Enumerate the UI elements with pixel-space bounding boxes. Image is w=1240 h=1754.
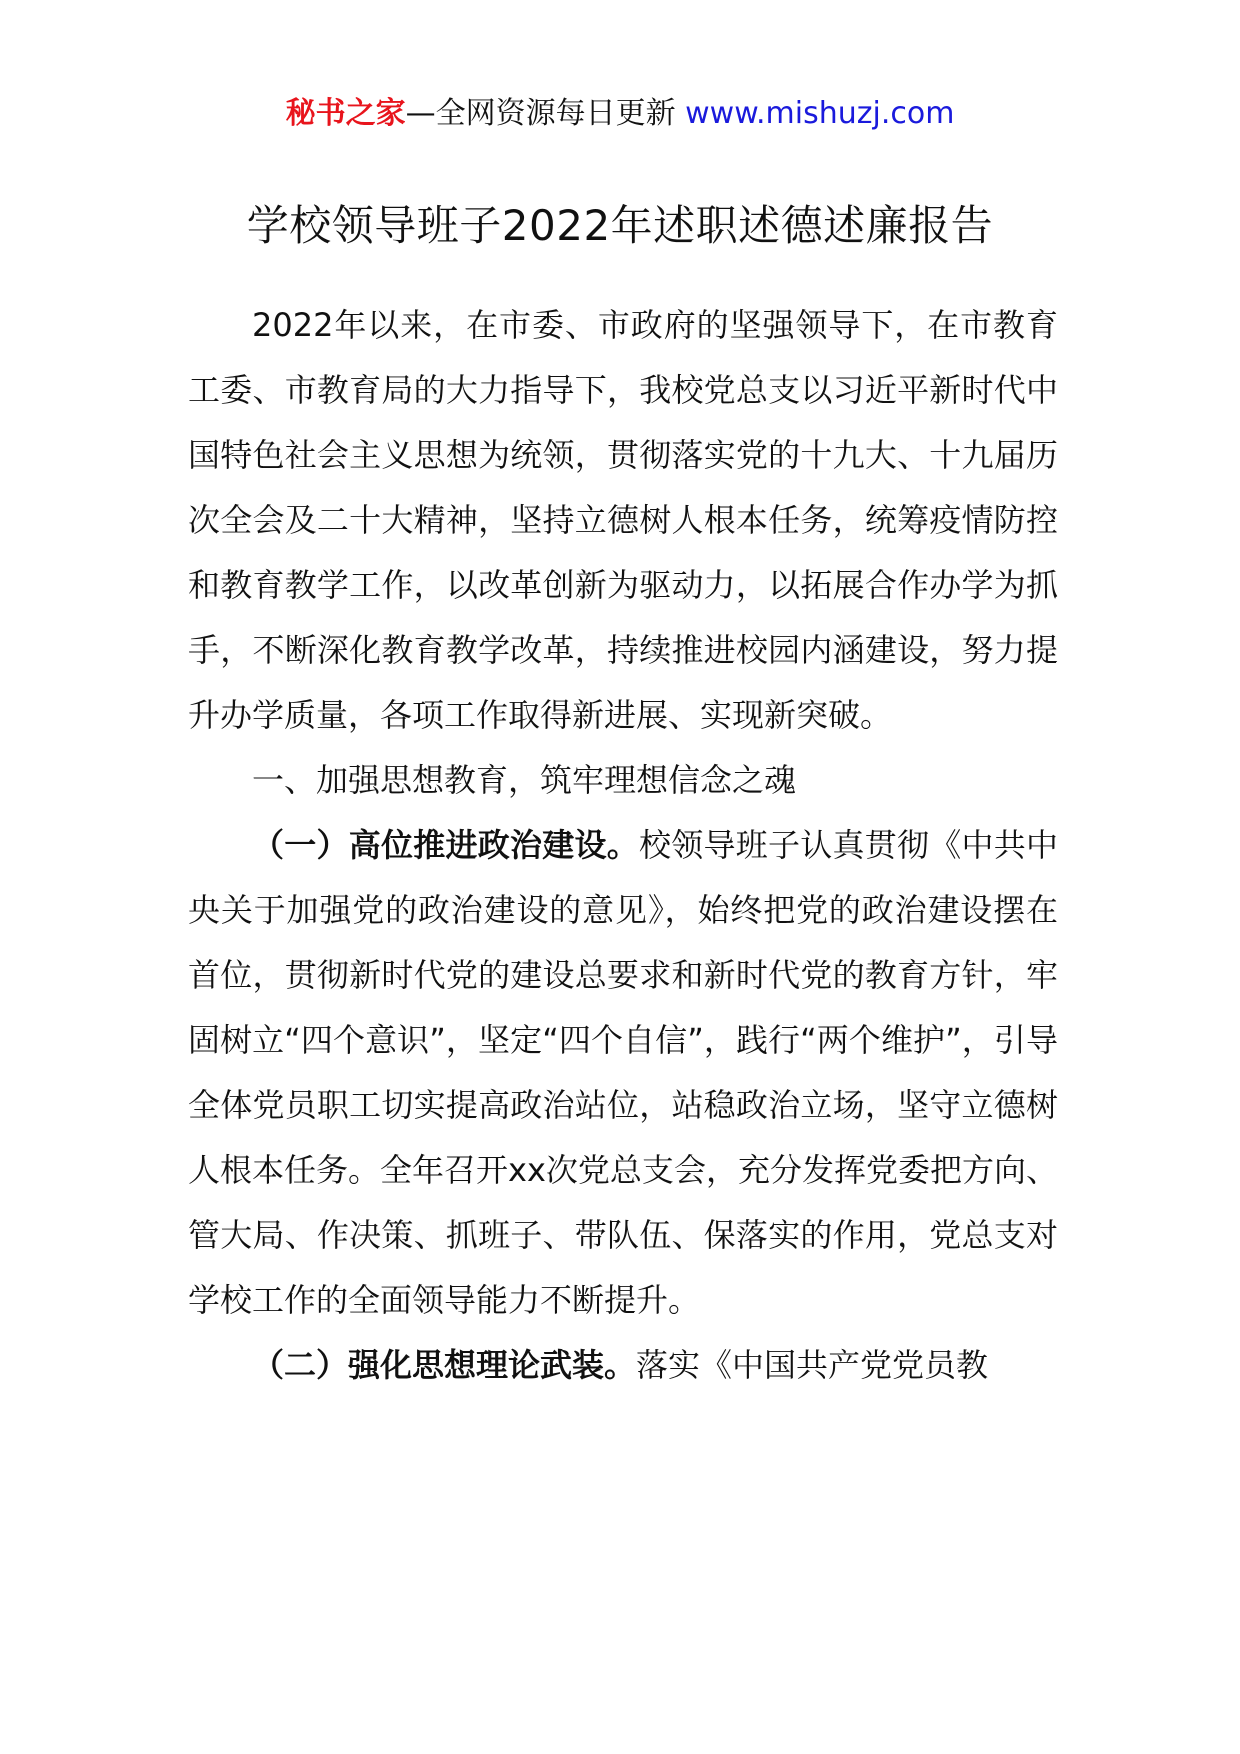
site-brand: 秘书之家 [285,96,406,131]
item-1-text: 校领导班子认真贯彻《中共中央关于加强党的政治建设的意见》，始终把党的政治建设摆在首位，贯彻新时代党的建设总要求和新时代党的教育方针，牢固树立“四个意识”，坚定“四个自信”，践行“两个维护”，引导全体党员职工切实提高政治站位，站稳政治立场，坚守立德树人根本任务。全年召开xx次党总支会，充分发挥党委把方向、管大局、作决策、抓班子、带队伍、保落实的作用，党总支对学校工作的全面领导能力不断提升。 [188,826,1058,1319]
section-1-item-1 [188,813,1058,1333]
site-url-link[interactable]: www.mishuzj.com [685,96,955,131]
document-title: 学校领导班子2022年述职述德述廉报告 [246,201,994,250]
site-header [0,92,1240,136]
item-2-lead: （二）强化思想理论武装。 [252,1346,637,1384]
section-1-item-2 [188,1333,1058,1398]
intro-paragraph: 2022年以来，在市委、市政府的坚强领导下，在市教育工委、市教育局的大力指导下，我校党总支以习近平新时代中国特色社会主义思想为统领，贯彻落实党的十九大、十九届历次全会及二十大精神，坚持立德树人根本任务，统筹疫情防控和教育教学工作，以改革创新为驱动力，以拓展合作办学为抓手，不断深化教育教学改革，持续推进校园内涵建设，努力提升办学质量，各项工作取得新进展、实现新突破。 [188,306,1058,734]
document-body [188,293,1058,1398]
item-1-lead: （一）高位推进政治建设。 [252,826,639,864]
item-2-text: 落实《中国共产党党员教 [636,1346,989,1384]
site-tagline: —全网资源每日更新 [405,96,676,131]
section-1-heading: 一、加强思想教育，筑牢理想信念之魂 [252,761,797,799]
